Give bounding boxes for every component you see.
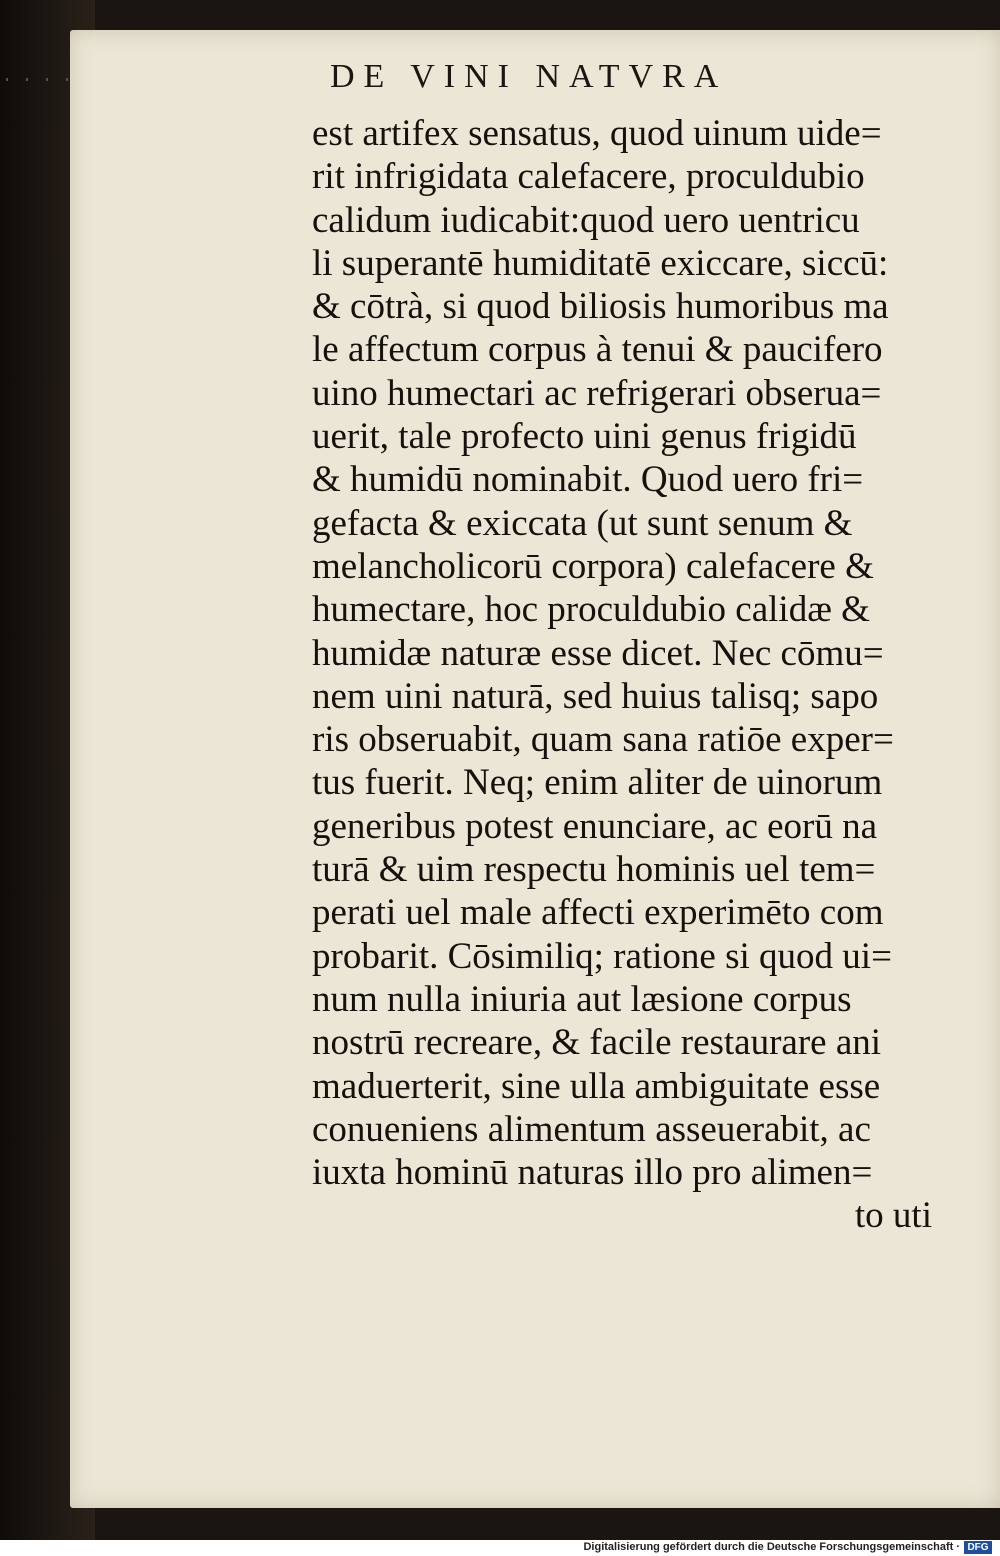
text-line: iuxta hominū naturas illo pro alimen= bbox=[312, 1152, 873, 1194]
text-line: gefacta & exiccata (ut sunt senum & bbox=[312, 502, 853, 544]
text-line: le affectum corpus à tenui & paucifero bbox=[312, 329, 883, 371]
text-line: calidum iudicabit:quod uero uentricu bbox=[312, 199, 860, 241]
text-line: li superantē humiditatē exiccare, siccū: bbox=[312, 242, 889, 284]
text-line: est artifex sensatus, quod uinum uide= bbox=[312, 113, 882, 154]
text-line: nem uini naturā, sed huius talisq; sapo bbox=[312, 675, 879, 717]
text-line: tus fuerit. Neq; enim aliter de uinorum bbox=[312, 762, 883, 804]
text-line: probarit. Cōsimiliq; ratione si quod ui= bbox=[312, 935, 892, 977]
text-line: turā & uim respectu hominis uel tem= bbox=[312, 849, 876, 891]
text-line: rit infrigidata calefacere, proculdubio bbox=[312, 156, 865, 198]
text-line: uino humectari ac refrigerari obserua= bbox=[312, 372, 882, 414]
text-line: conueniens alimentum asseuerabit, ac bbox=[312, 1108, 871, 1150]
text-line: maduerterit, sine ulla ambiguitate esse bbox=[312, 1065, 881, 1107]
catchword-line: to uti bbox=[854, 1195, 932, 1237]
text-line: nostrū recreare, & facile restaurare ani bbox=[312, 1022, 882, 1064]
text-line: generibus potest enunciare, ac eorū na bbox=[312, 805, 878, 847]
text-line: uerit, tale profecto uini genus frigidū bbox=[312, 416, 857, 458]
text-line: humectare, hoc proculdubio calidæ & bbox=[312, 589, 870, 631]
text-line: melancholicorū corpora) calefacere & bbox=[312, 545, 874, 587]
text-line: humidæ naturæ esse dicet. Nec cōmu= bbox=[312, 632, 884, 674]
funding-credit: Digitalisierung gefördert durch die Deutsche Forschungsgemeinschaft · bbox=[583, 1541, 960, 1553]
text-line: perati uel male affecti experimēto com bbox=[312, 892, 884, 934]
text-line: & cōtrà, si quod biliosis humoribus ma bbox=[312, 286, 889, 328]
text-line: & humidū nominabit. Quod uero fri= bbox=[312, 459, 864, 501]
dfg-logo: DFG bbox=[964, 1541, 992, 1554]
page-body-text bbox=[312, 112, 936, 1238]
running-title: DE VINI NATVRA bbox=[330, 58, 728, 95]
text-line: ris obseruabit, quam sana ratiōe exper= bbox=[312, 719, 894, 761]
text-line: num nulla iniuria aut læsione corpus bbox=[312, 978, 852, 1020]
